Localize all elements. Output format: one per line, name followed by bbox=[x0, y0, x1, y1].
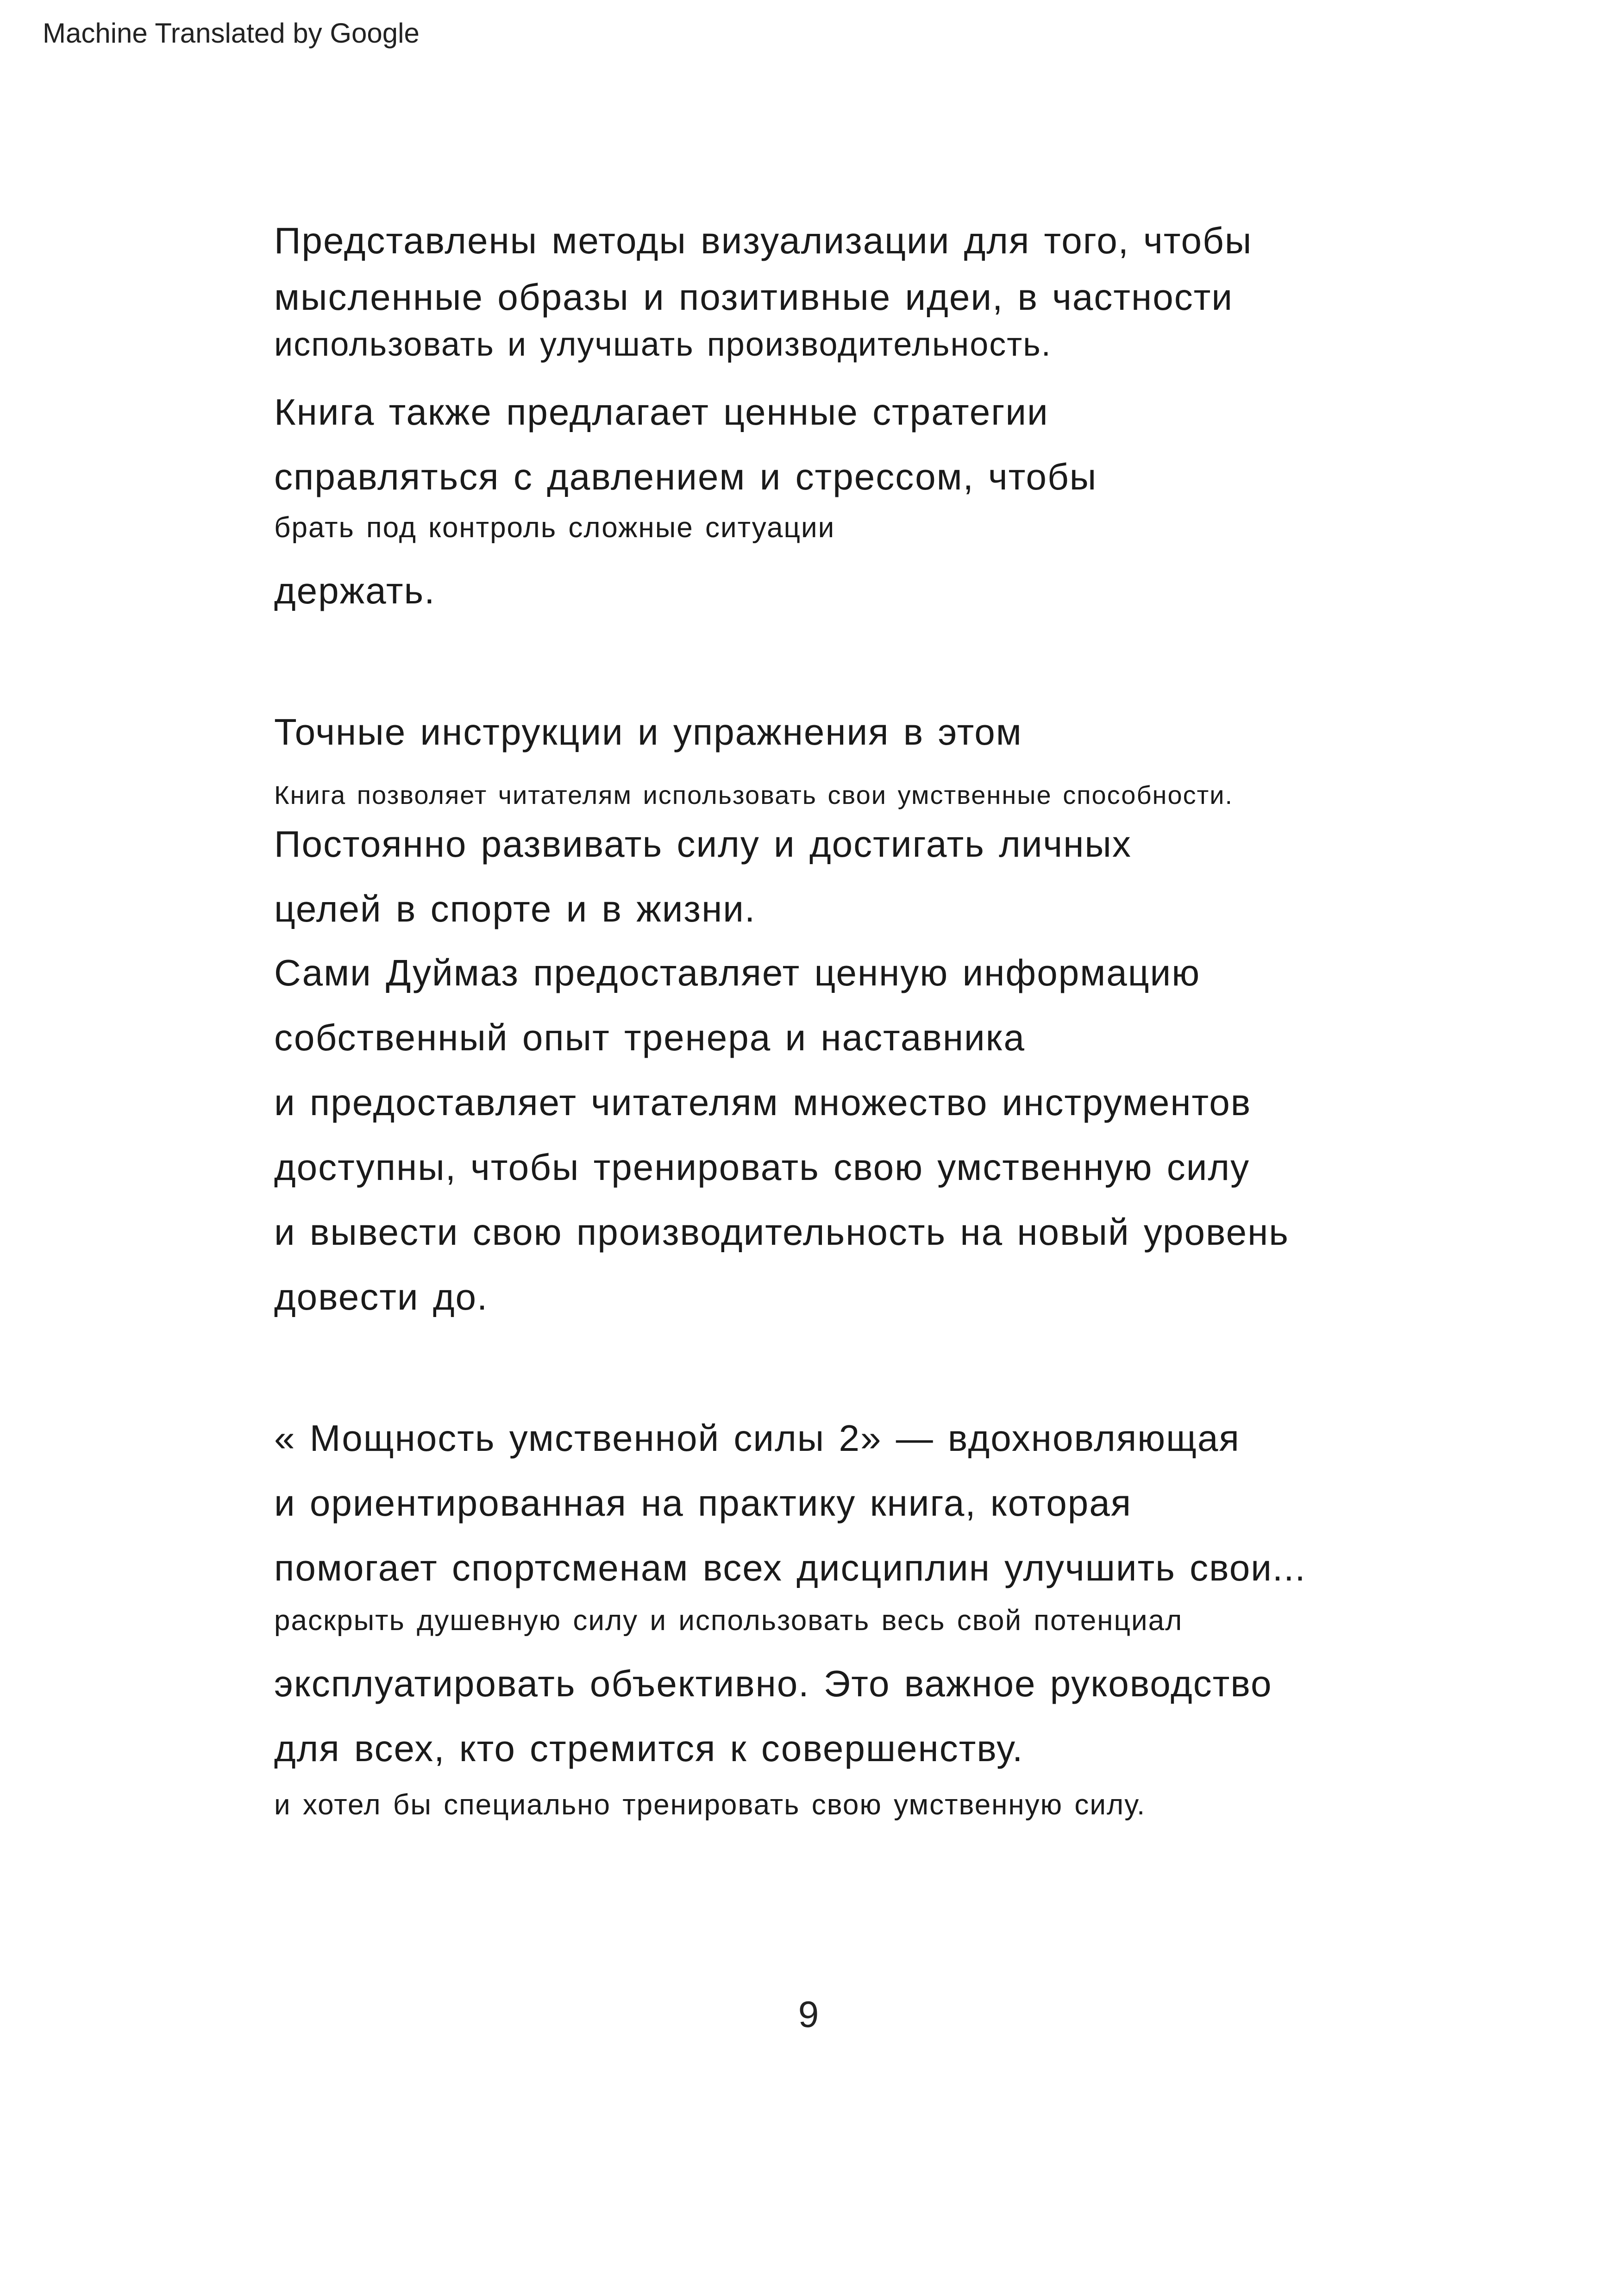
text-line: доступны, чтобы тренировать свою умственную силу bbox=[274, 1147, 1250, 1188]
text-line: держать. bbox=[274, 570, 436, 611]
text-line: и хотел бы специально тренировать свою умственную силу. bbox=[274, 1789, 1146, 1821]
machine-translated-label: Machine Translated by Google bbox=[43, 18, 420, 49]
text-line: и предоставляет читателям множество инструментов bbox=[274, 1082, 1252, 1123]
text-line: собственный опыт тренера и наставника bbox=[274, 1017, 1025, 1058]
text-line: Книга позволяет читателям использовать свои умственные способности. bbox=[274, 780, 1234, 809]
text-line: эксплуатировать объективно. Это важное руководство bbox=[274, 1663, 1272, 1704]
text-line: и вывести свою производительность на новый уровень bbox=[274, 1211, 1289, 1253]
text-line: раскрыть душевную силу и использовать весь свой потенциал bbox=[274, 1605, 1183, 1637]
text-line: Точные инструкции и упражнения в этом bbox=[274, 711, 1022, 753]
text-line: Сами Дуймаз предоставляет ценную информацию bbox=[274, 952, 1201, 993]
text-line: и ориентированная на практику книга, которая bbox=[274, 1482, 1132, 1524]
text-line: Представлены методы визуализации для того, чтобы bbox=[274, 220, 1253, 261]
paragraph-instructions bbox=[274, 709, 1441, 1320]
text-line: Книга также предлагает ценные стратегии bbox=[274, 391, 1049, 433]
page-number: 9 bbox=[798, 1994, 819, 2035]
text-line: справляться с давлением и стрессом, чтобы bbox=[274, 456, 1097, 497]
document-body bbox=[274, 218, 1441, 1825]
text-line: « Мощность умственной силы 2» — вдохновляющая bbox=[274, 1418, 1240, 1459]
text-line: довести до. bbox=[274, 1276, 489, 1317]
paragraph-visualization bbox=[274, 218, 1441, 614]
text-line: брать под контроль сложные ситуации bbox=[274, 512, 835, 544]
text-line: для всех, кто стремится к совершенству. bbox=[274, 1728, 1024, 1769]
text-line: Постоянно развивать силу и достигать личных bbox=[274, 823, 1132, 865]
text-line: целей в спорте и в жизни. bbox=[274, 888, 756, 929]
text-line: мысленные образы и позитивные идеи, в частности bbox=[274, 276, 1234, 318]
paragraph-summary bbox=[274, 1415, 1441, 1825]
text-line: помогает спортсменам всех дисциплин улучшить свои... bbox=[274, 1547, 1306, 1588]
text-line: использовать и улучшать производительность. bbox=[274, 326, 1052, 363]
